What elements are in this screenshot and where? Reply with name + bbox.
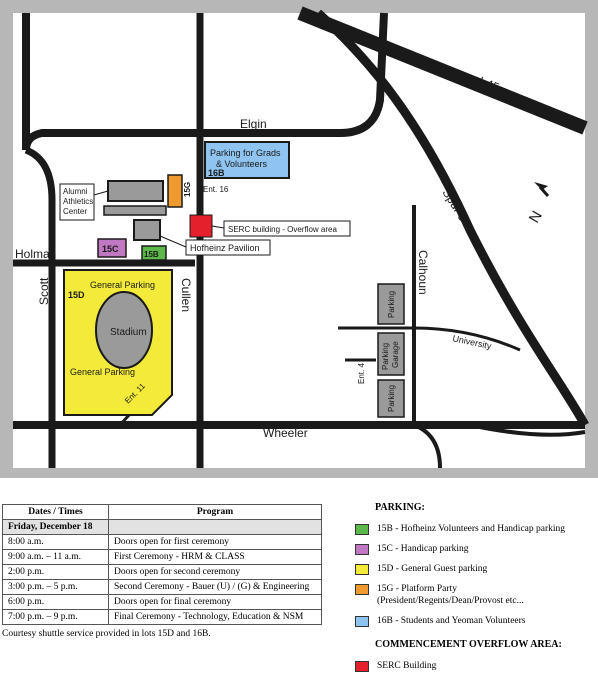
label-16b: 16B <box>208 168 225 178</box>
label-alumni-3: Center <box>63 207 88 216</box>
label-ent4: Ent. 4 <box>357 363 366 384</box>
label-stadium: Stadium <box>110 327 147 338</box>
schedule-time: 6:00 p.m. <box>3 595 109 610</box>
label-holman: Holman <box>15 247 57 261</box>
label-i45: I-45 <box>476 73 502 95</box>
label-scott: Scott <box>37 277 51 305</box>
legend-item-sublabel: (President/Regents/Dean/Provost etc... <box>377 596 524 606</box>
table-row <box>3 565 322 580</box>
schedule-day-blank <box>109 520 322 535</box>
label-wheeler: Wheeler <box>263 426 308 440</box>
schedule-time: 2:00 p.m. <box>3 565 109 580</box>
alumni-athletics-center <box>108 181 163 201</box>
schedule-time: 8:00 a.m. <box>3 535 109 550</box>
legend-item-15d <box>355 563 595 575</box>
legend-item-label: 15G - Platform Party <box>377 584 457 594</box>
schedule-day: Friday, December 18 <box>3 520 109 535</box>
legend-swatch <box>355 661 369 672</box>
label-general-parking-bottom: General Parking <box>70 367 136 377</box>
legend-item-serc <box>355 660 595 672</box>
label-parking-north: Parking <box>387 290 396 318</box>
label-parking-garage-1: Parking <box>381 342 390 370</box>
schedule-program: Doors open for second ceremony <box>109 565 322 580</box>
legend-swatch <box>355 564 369 575</box>
label-university: University <box>451 333 493 352</box>
label-15d: 15D <box>68 290 85 300</box>
schedule-time: 9:00 a.m. – 11 a.m. <box>3 550 109 565</box>
hofheinz-pavilion <box>134 220 160 240</box>
label-ent16: Ent. 16 <box>203 185 229 194</box>
serc-building <box>190 215 212 237</box>
legend-swatch <box>355 616 369 627</box>
label-cullen: Cullen <box>179 278 193 313</box>
legend-item-15b <box>355 523 595 535</box>
schedule-program: Doors open for first ceremony <box>109 535 322 550</box>
table-row <box>3 595 322 610</box>
legend-item-label: 16B - Students and Yeoman Volunteers <box>377 616 526 626</box>
schedule-program: Doors open for final ceremony <box>109 595 322 610</box>
lot-15g <box>168 175 182 207</box>
label-16b-desc-1: Parking for Grads <box>210 148 281 158</box>
table-row <box>3 610 322 625</box>
legend-swatch <box>355 524 369 535</box>
label-north: N <box>525 208 546 226</box>
label-calhoun: Calhoun <box>416 250 430 295</box>
legend-item-label: 15B - Hofheinz Volunteers and Handicap parking <box>377 524 566 534</box>
label-15b: 15B <box>144 250 159 259</box>
label-parking-garage-2: Garage <box>391 341 400 368</box>
legend-swatch <box>355 584 369 595</box>
schedule-time: 3:00 p.m. – 5 p.m. <box>3 580 109 595</box>
label-hofheinz: Hofheinz Pavilion <box>190 243 260 253</box>
alumni-annex <box>104 206 166 215</box>
legend-item-label: 15D - General Guest parking <box>377 564 488 574</box>
label-15g: 15G <box>183 181 192 197</box>
label-15c: 15C <box>102 244 119 254</box>
label-parking-south: Parking <box>387 384 396 412</box>
label-16b-desc-2: & Volunteers <box>216 159 268 169</box>
schedule-header-row <box>3 505 322 520</box>
label-alumni-1: Alumni <box>63 187 88 196</box>
label-alumni-2: Athletics <box>63 197 94 206</box>
label-ent11: Ent. 11 <box>123 381 147 406</box>
schedule-program: First Ceremony - HRM & CLASS <box>109 550 322 565</box>
label-elgin: Elgin <box>240 117 267 131</box>
legend-overflow-title: COMMENCEMENT OVERFLOW AREA: <box>375 639 562 650</box>
schedule-day-row <box>3 520 322 535</box>
schedule-header-time: Dates / Times <box>3 505 109 520</box>
legend-item-15g <box>355 583 595 607</box>
label-spur5: Spur 5 <box>439 186 471 224</box>
schedule-table <box>2 504 322 625</box>
schedule-program: Final Ceremony - Technology, Education & NSM <box>109 610 322 625</box>
table-row <box>3 535 322 550</box>
legend-parking-title: PARKING: <box>375 502 425 513</box>
table-row <box>3 580 322 595</box>
label-general-parking-top: General Parking <box>90 280 156 290</box>
legend-item-label: SERC Building <box>377 661 437 671</box>
schedule-time: 7:00 p.m. – 9 p.m. <box>3 610 109 625</box>
legend <box>355 502 595 680</box>
legend-item-16b <box>355 615 595 627</box>
table-row <box>3 550 322 565</box>
label-serc: SERC building - Overflow area <box>228 225 337 234</box>
legend-swatch <box>355 544 369 555</box>
schedule-program: Second Ceremony - Bauer (U) / (G) & Engineering <box>109 580 322 595</box>
legend-item-label: 15C - Handicap parking <box>377 544 469 554</box>
schedule-header-program: Program <box>109 505 322 520</box>
legend-item-15c <box>355 543 595 555</box>
shuttle-note: Courtesy shuttle service provided in lots 15D and 16B. <box>2 629 211 639</box>
